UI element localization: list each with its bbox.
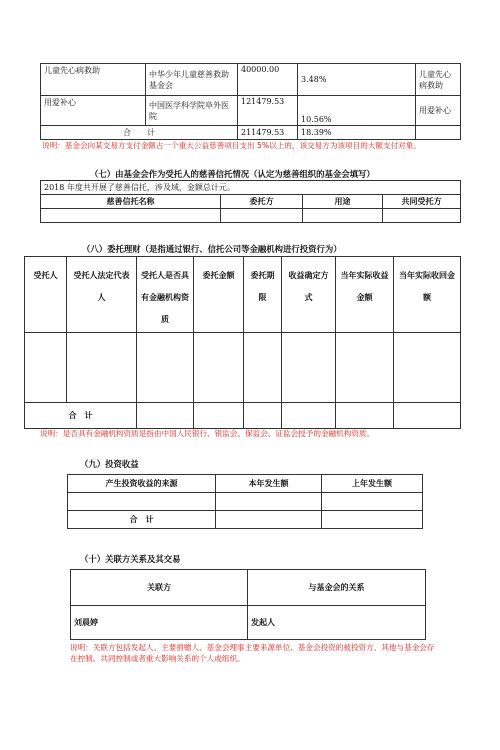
total-label: 合 计 bbox=[41, 126, 238, 140]
top-project-table bbox=[40, 63, 461, 140]
col-header: 共同受托方 bbox=[383, 195, 461, 209]
recipient-org: 中华少年儿童慈善救助基金会 bbox=[146, 64, 238, 96]
percent-cell: 3.48% bbox=[298, 64, 416, 96]
col-header: 慈善信托名称 bbox=[41, 195, 221, 209]
table-row bbox=[25, 333, 461, 403]
amount-cell: 121479.53 bbox=[238, 96, 298, 126]
note-finance-qualification: 说明：是否具有金融机构资质是指由中国人民银行、银监会、保监会、证监会授予的金融机构资质。 bbox=[40, 429, 375, 438]
table-row bbox=[68, 493, 423, 511]
table-row bbox=[41, 209, 461, 223]
col-header: 本年发生额 bbox=[216, 475, 322, 493]
amount-cell: 40000.00 bbox=[238, 64, 298, 96]
col-header: 产生投资收益的来源 bbox=[68, 475, 216, 493]
total-row bbox=[68, 511, 423, 529]
col-header: 收益确定方式 bbox=[282, 257, 336, 333]
table-header-row bbox=[25, 257, 461, 333]
col-header: 关联方 bbox=[71, 570, 248, 606]
col-header: 当年实际收回金额 bbox=[394, 257, 461, 333]
col-header: 与基金会的关系 bbox=[248, 570, 426, 606]
entrusted-finance-table bbox=[24, 256, 461, 429]
table-header-row bbox=[71, 570, 426, 606]
recipient-org: 中国医学科学院阜外医院 bbox=[146, 96, 238, 126]
col-header: 受托人是否具有金融机构资质 bbox=[137, 257, 194, 333]
section9-title: （九）投资收益 bbox=[80, 459, 139, 469]
purpose-cell: 儿童先心病救助 bbox=[416, 64, 461, 96]
col-header: 上年发生额 bbox=[322, 475, 423, 493]
table-row bbox=[71, 606, 426, 640]
total-percent: 18.39% bbox=[298, 126, 416, 140]
total-label: 合 计 bbox=[68, 511, 216, 529]
empty-cell bbox=[416, 126, 461, 140]
related-party-name: 刘晨婷 bbox=[71, 606, 248, 640]
col-header: 受托人法定代表人 bbox=[67, 257, 137, 333]
section8-title: （八）委托理财（是指通过银行、信托公司等金融机构进行投资行为） bbox=[82, 244, 342, 254]
project-name: 儿童先心病救助 bbox=[41, 64, 146, 96]
col-header: 委托方 bbox=[221, 195, 303, 209]
col-header: 用途 bbox=[303, 195, 383, 209]
table-row bbox=[41, 96, 461, 126]
total-label: 合 计 bbox=[25, 403, 137, 429]
project-name: 用爱补心 bbox=[41, 96, 146, 126]
charity-trust-table bbox=[40, 180, 461, 223]
investment-income-table bbox=[67, 474, 423, 529]
table-row bbox=[41, 64, 461, 96]
col-header: 委托金额 bbox=[194, 257, 244, 333]
table-header-row bbox=[68, 475, 423, 493]
trust-summary: 2018 年度共开展了慈善信托，涉及域，金额总计元。 bbox=[41, 181, 461, 195]
related-party-table bbox=[70, 569, 426, 640]
section7-title: （七）由基金会作为受托人的慈善信托情况（认定为慈善组织的基金会填写） bbox=[90, 169, 375, 179]
col-header: 受托人 bbox=[25, 257, 67, 333]
table-header-row bbox=[41, 195, 461, 209]
percent-cell: 10.56% bbox=[298, 96, 416, 126]
col-header: 当年实际收益金额 bbox=[336, 257, 394, 333]
note-large-payment: 说明：基金会向某交易方支付金额占一个重大公益慈善项目支出 5%以上的，该交易方为该项目的大额支付对象。 bbox=[42, 141, 421, 150]
total-row bbox=[41, 126, 461, 140]
total-amount: 211479.53 bbox=[238, 126, 298, 140]
section10-title: （十）关联方关系及其交易 bbox=[80, 554, 181, 564]
related-party-relation: 发起人 bbox=[248, 606, 426, 640]
purpose-cell: 用爱补心 bbox=[416, 96, 461, 126]
col-header: 委托期限 bbox=[244, 257, 282, 333]
total-row bbox=[25, 403, 461, 429]
note-related-party: 说明：关联方包括发起人、主要捐赠人、基金会理事主要来源单位、基金会投资的被投资方、其他与基金会存在控制、共同控制或者重大影响关系的个人或组织。 bbox=[70, 643, 435, 663]
